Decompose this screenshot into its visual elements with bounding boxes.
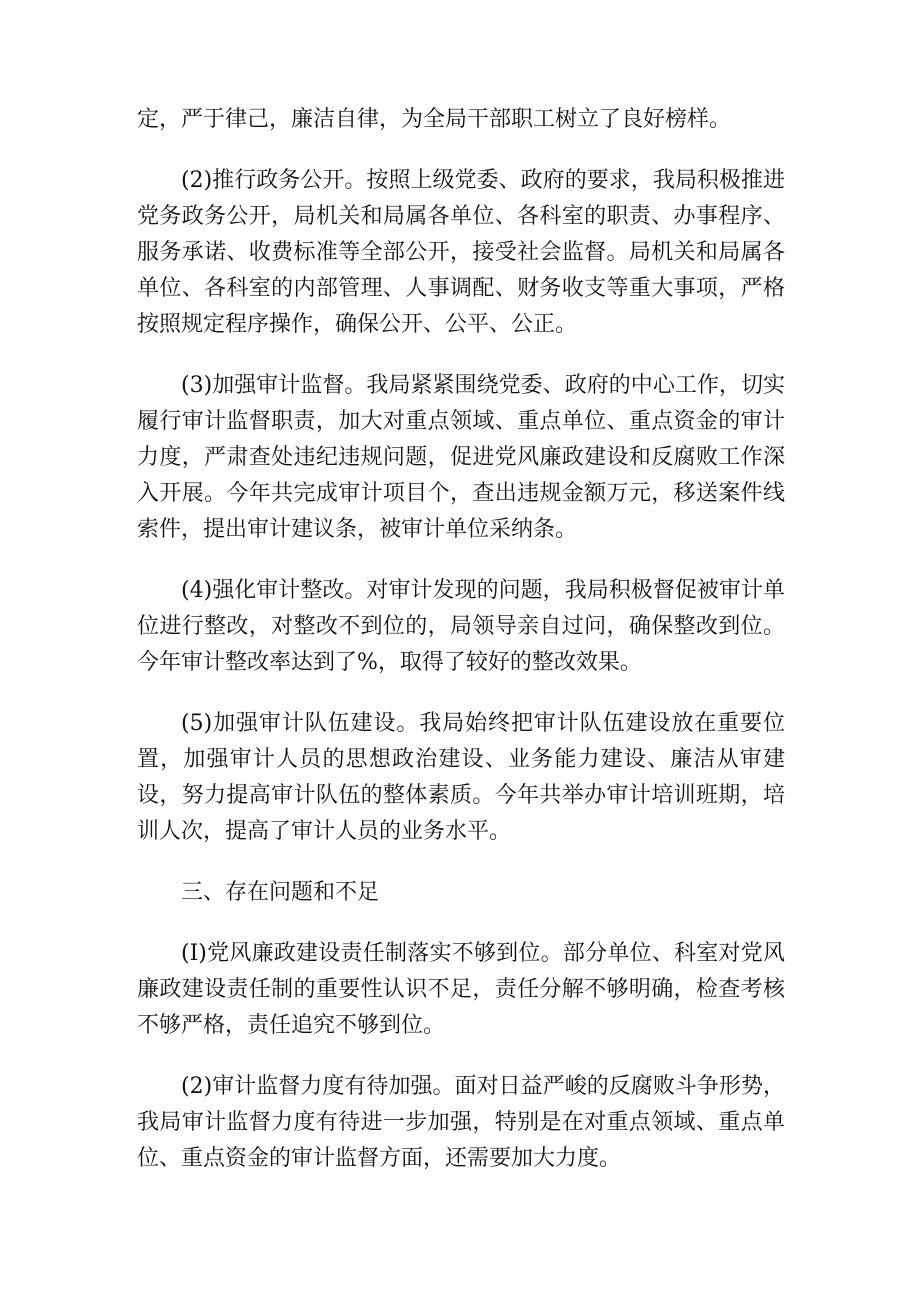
paragraph-supervision-strength: (2)审计监督力度有待加强。面对日益严峻的反腐败斗争形势，我局审计监督力度有待进一步加强，特别是在对重点领域、重点单位、重点资金的审计监督方面，还需要加大力度。: [137, 1074, 785, 1171]
section-heading-problems: 三、存在问题和不足: [181, 880, 380, 905]
paragraph-continuation: 定，严于律己，廉洁自律，为全局干部职工树立了良好榜样。: [137, 107, 732, 132]
paragraph-responsibility-system: (I)党风廉政建设责任制落实不够到位。部分单位、科室对党风廉政建设责任制的重要性认识不足，责任分解不够明确，检查考核不够严格，责任追究不够到位。: [137, 941, 785, 1038]
paragraph-audit-supervision: (3)加强审计监督。我局紧紧围绕党委、政府的中心工作，切实履行审计监督职责，加大对重点领域、重点单位、重点资金的审计力度，严肃查处违纪违规问题，促进党风廉政建设和反腐败工作深入开展。今年共完成审计项目个，查出违规金额万元，移送案件线索件，提出审计建议条，被审计单位采纳条。: [137, 373, 785, 542]
document-body: [137, 102, 785, 1202]
paragraph-audit-team: (5)加强审计队伍建设。我局始终把审计队伍建设放在重要位置，加强审计人员的思想政治建设、业务能力建设、廉洁从审建设，努力提高审计队伍的整体素质。今年共举办审计培训班期，培训人次，提高了审计人员的业务水平。: [137, 711, 785, 844]
paragraph-promote-openness: (2)推行政务公开。按照上级党委、政府的要求，我局积极推进党务政务公开，局机关和局属各单位、各科室的职责、办事程序、服务承诺、收费标准等全部公开，接受社会监督。局机关和局属各单位、各科室的内部管理、人事调配、财务收支等重大事项，严格按照规定程序操作，确保公开、公平、公正。: [137, 168, 785, 337]
paragraph-audit-rectification: (4)强化审计整改。对审计发现的问题，我局积极督促被审计单位进行整改，对整改不到位的，局领导亲自过问，确保整改到位。今年审计整改率达到了%，取得了较好的整改效果。: [137, 578, 785, 675]
